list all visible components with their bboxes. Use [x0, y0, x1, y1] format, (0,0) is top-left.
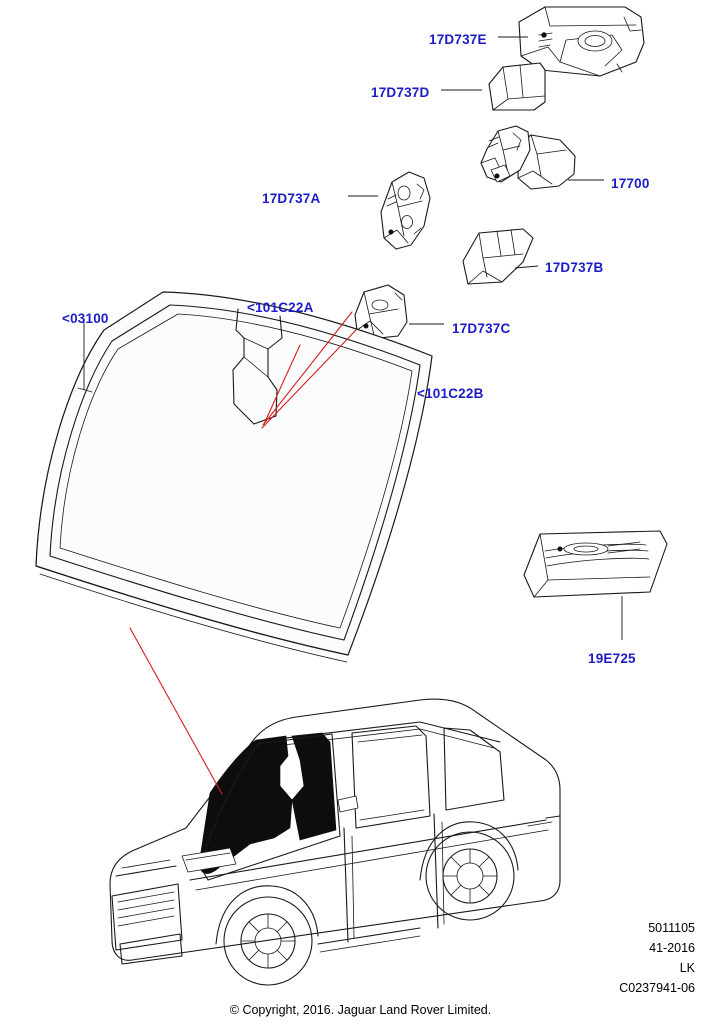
- part-reference: C0237941-06: [619, 981, 695, 995]
- part-17700-shape: [481, 126, 575, 189]
- model-code: LK: [679, 961, 695, 975]
- revision-date: 41-2016: [649, 941, 695, 955]
- callout-17700[interactable]: 17700: [611, 176, 650, 191]
- callout-17D737A[interactable]: 17D737A: [262, 191, 321, 206]
- callout-17D737D[interactable]: 17D737D: [371, 85, 430, 100]
- part-19E725-shape: [524, 531, 667, 597]
- callout-101C22A[interactable]: <101C22A: [247, 300, 314, 315]
- callout-17D737B[interactable]: 17D737B: [545, 260, 604, 275]
- part-03100-windscreen: [36, 292, 432, 662]
- callout-03100[interactable]: <03100: [62, 311, 109, 326]
- part-17D737A-shape: [381, 172, 430, 249]
- part-17D737D-shape: [489, 63, 545, 110]
- part-17D737B-shape: [463, 229, 533, 284]
- callout-17D737E[interactable]: 17D737E: [429, 32, 487, 47]
- callout-17D737C[interactable]: 17D737C: [452, 321, 511, 336]
- callout-19E725[interactable]: 19E725: [588, 651, 636, 666]
- drawing-number: 5011105: [648, 921, 695, 935]
- callout-101C22B[interactable]: <101C22B: [417, 386, 484, 401]
- vehicle-illustration: [110, 699, 560, 985]
- copyright-notice: © Copyright, 2016. Jaguar Land Rover Limited.: [229, 1003, 492, 1017]
